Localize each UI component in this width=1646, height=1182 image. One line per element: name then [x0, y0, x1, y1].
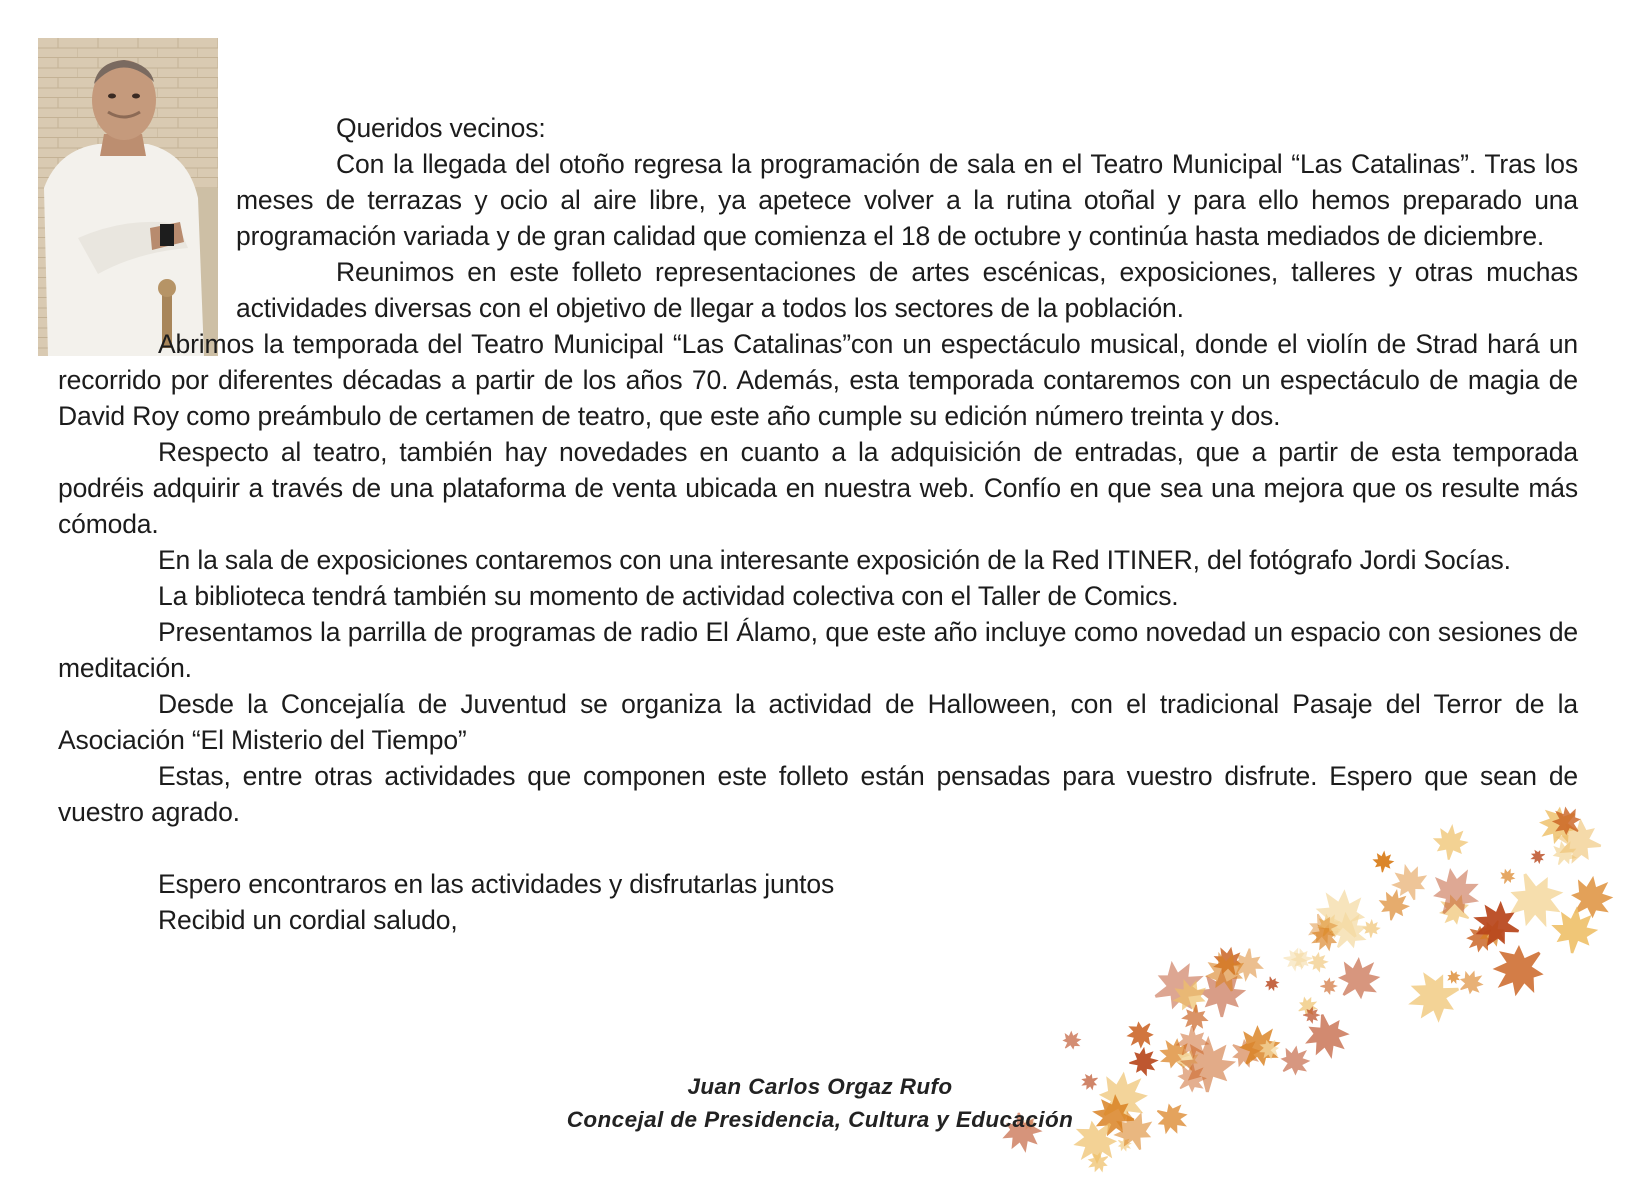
closing-line: Espero encontraros en las actividades y disfrutarlas juntos [158, 869, 835, 899]
paragraph: Con la llegada del otoño regresa la programación de sala en el Teatro Municipal “Las Catalinas”. Tras los meses de terrazas y ocio al aire libre, ya apetece volver a la rutina otoñal y para ello hemos preparado una programación variada y de gran calidad que comienza el 18 de octubre y continúa hasta mediados de diciembre. [236, 149, 1578, 251]
signatory-title: Concejal de Presidencia, Cultura y Educación [566, 1107, 1074, 1132]
leaf-shape [1273, 1038, 1318, 1083]
paragraph: Desde la Concejalía de Juventud se organiza la actividad de Halloween, con el tradicional Pasaje del Terror de la Asociación “El Misterio del Tiempo” [58, 689, 1578, 755]
leaf-shape [1149, 1096, 1194, 1141]
paragraph: En la sala de exposiciones contaremos con una interesante exposición de la Red ITINER, del fotógrafo Jordi Socías. [158, 545, 1511, 575]
leaf-shape [1327, 947, 1391, 1011]
greeting: Queridos vecinos: [336, 113, 546, 143]
paragraph: Estas, entre otras actividades que componen este folleto están pensadas para vuestro disfrute. Espero que sean de vuestro agrado. [58, 761, 1578, 827]
closing-line: Recibid un cordial saludo, [158, 905, 458, 935]
leaf-shape [1453, 965, 1489, 1001]
leaf-shape [1480, 932, 1557, 1009]
leaf-shape [1444, 968, 1463, 987]
letter-body [58, 110, 1578, 938]
leaf-shape [1057, 1026, 1086, 1055]
leaf-shape [1263, 975, 1282, 994]
paragraph: Respecto al teatro, también hay novedades en cuanto a la adquisición de entradas, que a partir de esta temporada podréis adquirir a través de una plataforma de venta ubicada en nuestra web. Confío en que sea una mejora que os resulte más cómoda. [58, 437, 1578, 539]
paragraph: Presentamos la parrilla de programas de radio El Álamo, que este año incluye como novedad un espacio con sesiones de meditación. [58, 617, 1578, 683]
signatory-name: Juan Carlos Orgaz Rufo [687, 1074, 953, 1099]
signature-block [520, 1070, 1120, 1136]
leaf-shape [1120, 1014, 1161, 1055]
letter-intro [236, 110, 1578, 326]
paragraph: Abrimos la temporada del Teatro Municipal “Las Catalinas”con un espectáculo musical, donde el violín de Strad hará un recorrido por diferentes décadas a partir de los años 70. Además, esta temporada contaremos con un espectáculo de magia de David Roy como preámbulo de certamen de teatro, que este año cumple su edición número treinta y dos. [58, 329, 1578, 431]
paragraph: Reunimos en este folleto representaciones de artes escénicas, exposiciones, talleres y otras muchas actividades diversas con el objetivo de llegar a todos los sectores de la población. [236, 257, 1578, 323]
leaf-shape [1307, 951, 1329, 973]
paragraph: La biblioteca tendrá también su momento de actividad colectiva con el Taller de Comics. [158, 581, 1179, 611]
leaf-shape [1128, 1046, 1160, 1078]
leaf-shape [1145, 952, 1214, 1021]
leaf-shape [1320, 977, 1338, 995]
